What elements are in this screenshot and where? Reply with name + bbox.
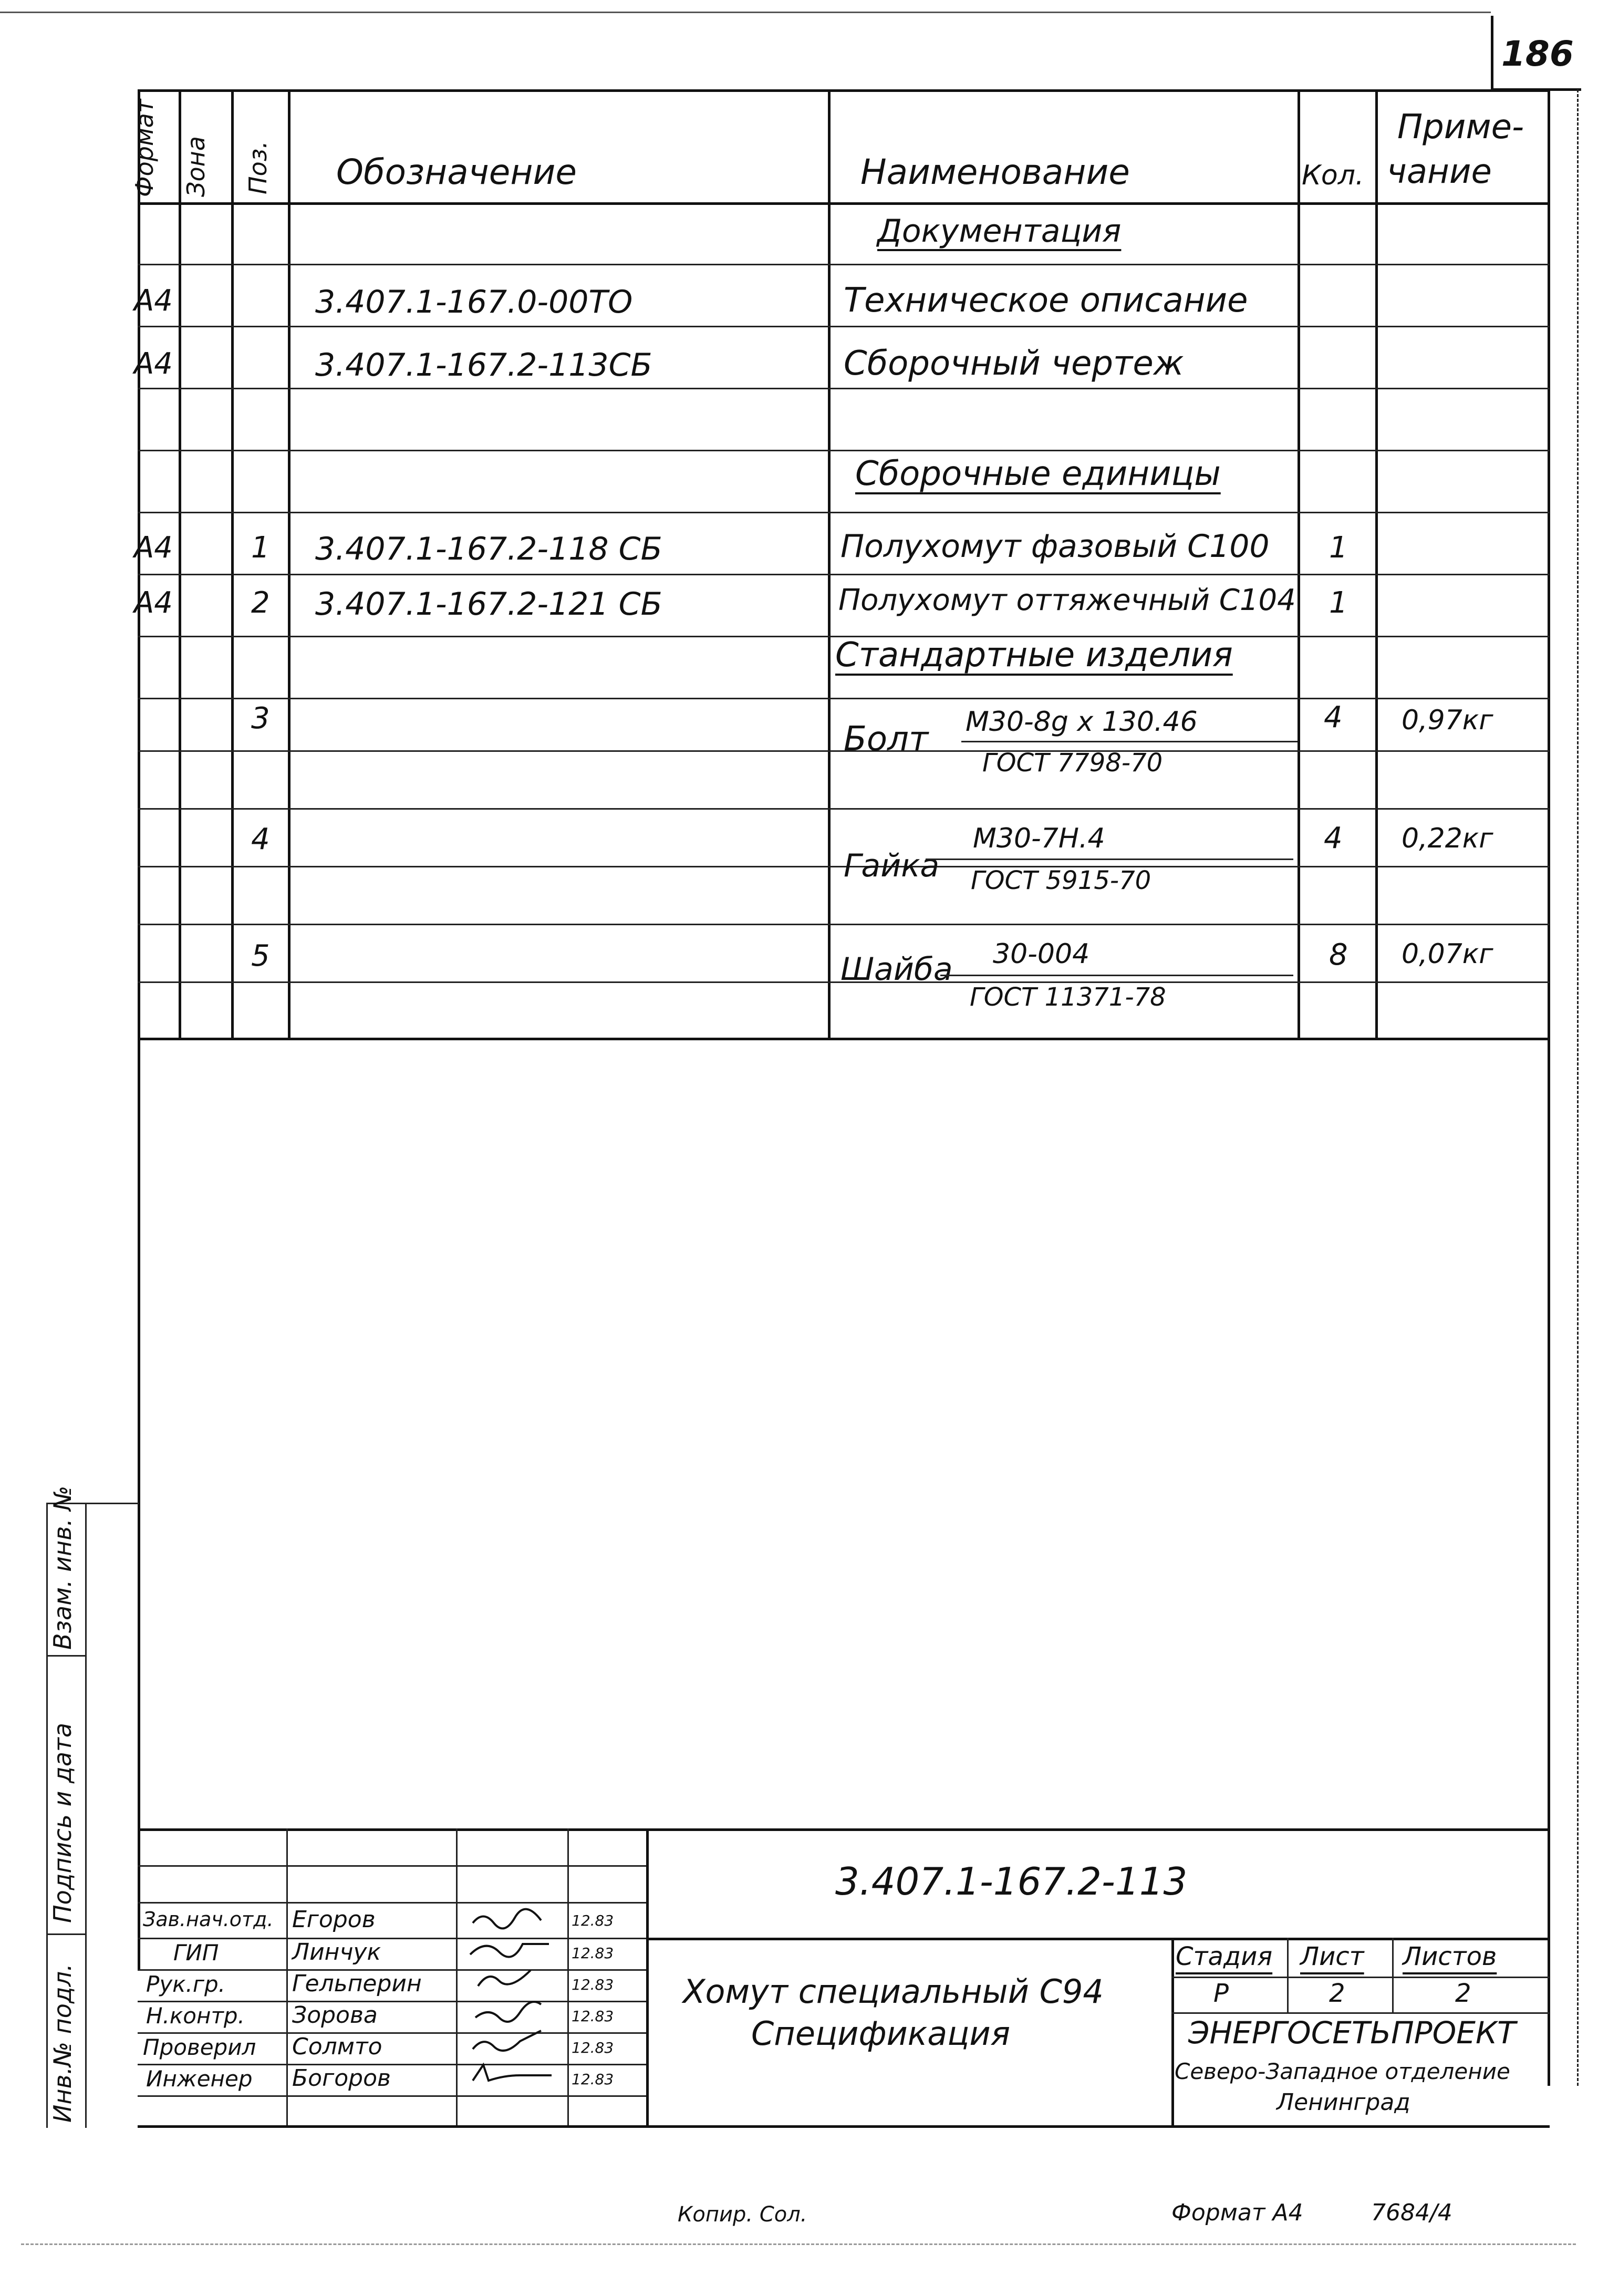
- row-format: А4: [134, 586, 173, 620]
- header-designation: Обозначение: [336, 152, 577, 192]
- side-stamp-border: [85, 1503, 87, 2128]
- row-designation: 3.407.1-167.2-121 СБ: [315, 586, 662, 623]
- title-block-line: [1392, 1938, 1394, 2012]
- std-qty: 8: [1329, 938, 1348, 972]
- title-block-bottom: [138, 2125, 1550, 2128]
- stage-value: Р: [1213, 1979, 1229, 2008]
- row-name: Сборочный чертеж: [844, 344, 1184, 383]
- col-pos-designation: [288, 89, 290, 1038]
- std-qty: 4: [1324, 821, 1343, 855]
- row-name: Полухомут оттяжечный С104: [838, 583, 1296, 617]
- std-fraction-line: [940, 975, 1293, 976]
- row-line: [138, 924, 1550, 925]
- sign-grid-line: [138, 1865, 646, 1867]
- std-name: Гайка: [844, 847, 940, 884]
- sign-name: Гельперин: [292, 1970, 422, 1997]
- sign-role: Рук.гр.: [146, 1971, 225, 1997]
- row-line: [138, 808, 1550, 810]
- sign-grid-line: [567, 1828, 569, 2125]
- scan-edge-line: [21, 2243, 1576, 2245]
- sign-role: Зав.нач.отд.: [143, 1908, 274, 1931]
- sign-role: Н.контр.: [146, 2003, 245, 2029]
- row-name: Техническое описание: [844, 281, 1248, 320]
- std-name: Шайба: [840, 951, 953, 988]
- side-stamp-border: [46, 1933, 86, 1935]
- header-qty: Кол.: [1302, 160, 1364, 191]
- sign-role: Проверил: [143, 2034, 256, 2060]
- col-designation-name: [828, 89, 831, 1038]
- row-format: А4: [134, 531, 173, 565]
- document-code: 3.407.1-167.2-113: [835, 1859, 1188, 1904]
- sign-name: Егоров: [292, 1906, 376, 1933]
- sign-role: Инженер: [146, 2066, 253, 2092]
- row-line: [138, 450, 1550, 451]
- header-name: Наименование: [860, 152, 1130, 192]
- sheets-label: Листов: [1403, 1942, 1497, 1971]
- std-fraction-line: [926, 859, 1293, 860]
- std-note: 0,22кг: [1402, 823, 1493, 854]
- row-pos: 2: [251, 586, 270, 620]
- header-divider: [138, 202, 1550, 205]
- row-pos: 1: [251, 531, 270, 565]
- section-documentation: Документация: [877, 213, 1122, 250]
- sign-grid-line: [138, 1938, 646, 1939]
- sign-name: Богоров: [292, 2065, 391, 2092]
- sign-grid-line: [286, 1828, 288, 2125]
- row-line: [138, 512, 1550, 513]
- sign-grid-line: [138, 2001, 646, 2002]
- row-qty: 1: [1329, 586, 1348, 620]
- row-line: [138, 388, 1550, 389]
- frame-outer-right: [1577, 89, 1579, 2086]
- std-spec-top: М30-8g х 130.46: [966, 706, 1198, 738]
- std-spec-bottom: ГОСТ 5915-70: [971, 866, 1151, 895]
- stage-label: Стадия: [1176, 1942, 1273, 1971]
- title-block-divider: [646, 1938, 1550, 1940]
- title-block-divider: [1171, 1938, 1174, 2125]
- header-note-2: чание: [1387, 152, 1492, 191]
- sign-role: ГИП: [173, 1940, 219, 1966]
- sheet-value: 2: [1329, 1979, 1345, 2008]
- document-title: Хомут специальный С94: [683, 1972, 1104, 2011]
- row-designation: 3.407.1-167.2-113СБ: [315, 347, 652, 384]
- std-spec-top: 30-004: [993, 938, 1090, 970]
- sign-date: 12.83: [572, 1912, 614, 1929]
- row-designation: 3.407.1-167.0-00ТО: [315, 284, 633, 320]
- std-note: 0,07кг: [1402, 938, 1493, 970]
- std-spec-bottom: ГОСТ 7798-70: [982, 748, 1163, 778]
- side-stamp-label: Подпись и дата: [48, 1722, 77, 1923]
- row-format: А4: [134, 284, 173, 318]
- header-note-1: Приме-: [1397, 108, 1524, 147]
- title-block-line: [1171, 1977, 1550, 1978]
- std-pos: 5: [251, 939, 270, 973]
- side-stamp-label: Взам. инв. №: [48, 1485, 77, 1650]
- col-format-zone: [179, 89, 181, 1038]
- page-number-border: [1491, 16, 1493, 89]
- org-division: Северо-Западное отделение: [1175, 2059, 1510, 2084]
- std-pos: 4: [251, 822, 270, 856]
- page-number: 186: [1501, 34, 1574, 74]
- header-format: Формат: [130, 99, 159, 197]
- sign-date: 12.83: [572, 2071, 614, 2088]
- std-spec-bottom: ГОСТ 11371-78: [970, 982, 1166, 1012]
- title-block-line: [1287, 1938, 1289, 2012]
- footer-copied: Копир. Сол.: [678, 2202, 807, 2227]
- col-qty-note: [1375, 89, 1378, 1038]
- sheets-value: 2: [1455, 1979, 1471, 2008]
- frame-top: [138, 89, 1550, 92]
- document-subtitle: Спецификация: [751, 2014, 1011, 2053]
- section-assembly-units: Сборочные единицы: [855, 454, 1221, 493]
- footer-ref: 7684/4: [1371, 2199, 1452, 2226]
- title-block-line: [1171, 2012, 1550, 2014]
- sign-grid-line: [138, 2064, 646, 2065]
- signature-scribbles: [457, 1902, 567, 2123]
- row-designation: 3.407.1-167.2-118 СБ: [315, 531, 662, 567]
- footer-format: Формат А4: [1171, 2199, 1303, 2226]
- sign-grid-line: [138, 2095, 646, 2097]
- scan-edge-line: [0, 12, 1491, 13]
- sign-date: 12.83: [572, 2008, 614, 2025]
- sign-grid-line: [138, 2032, 646, 2034]
- std-spec-top: М30-7Н.4: [973, 823, 1105, 854]
- col-zone-pos: [231, 89, 234, 1038]
- row-qty: 1: [1329, 531, 1348, 565]
- sign-grid-line: [138, 1902, 646, 1904]
- header-pos: Поз.: [244, 141, 272, 194]
- sign-date: 12.83: [572, 1945, 614, 1962]
- sign-name: Линчук: [292, 1939, 381, 1966]
- org-city: Ленинград: [1276, 2089, 1410, 2116]
- header-zone: Зона: [182, 136, 210, 197]
- title-block-top: [138, 1828, 1550, 1831]
- std-pos: 3: [251, 701, 270, 736]
- sign-name: Солмто: [292, 2033, 382, 2060]
- std-fraction-line: [961, 741, 1298, 742]
- org-name: ЭНЕРГОСЕТЬПРОЕКТ: [1188, 2015, 1516, 2051]
- std-name: Болт: [844, 720, 929, 759]
- row-line: [138, 264, 1550, 265]
- section-standard-items: Стандартные изделия: [835, 636, 1233, 675]
- title-block-divider: [646, 1828, 649, 2125]
- sign-date: 12.83: [572, 1976, 614, 1993]
- col-name-qty: [1298, 89, 1300, 1038]
- side-stamp-border: [46, 1503, 48, 2128]
- std-note: 0,97кг: [1402, 705, 1493, 736]
- sheet-label: Лист: [1300, 1942, 1364, 1971]
- row-line: [138, 574, 1550, 575]
- row-line: [138, 326, 1550, 327]
- sign-date: 12.83: [572, 2039, 614, 2056]
- row-line: [138, 698, 1550, 699]
- sign-name: Зорова: [292, 2002, 378, 2029]
- row-format: А4: [134, 347, 173, 381]
- row-name: Полухомут фазовый С100: [840, 528, 1270, 565]
- table-bottom: [138, 1038, 1550, 1040]
- side-stamp-label: Инв.№ подл.: [48, 1963, 77, 2123]
- std-qty: 4: [1324, 700, 1343, 735]
- side-stamp-border: [46, 1655, 86, 1657]
